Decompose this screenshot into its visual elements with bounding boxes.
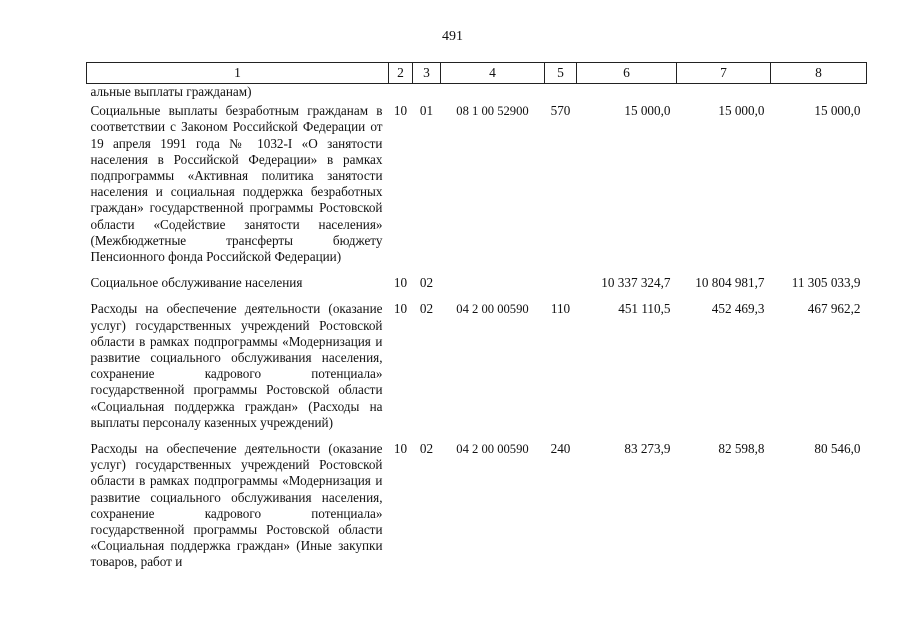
column-header: 7 bbox=[677, 63, 771, 84]
row-target-code bbox=[441, 275, 545, 301]
table-row bbox=[87, 441, 867, 581]
row-expense-type: 570 bbox=[550, 103, 571, 119]
row-description: альные выплаты гражданам) bbox=[90, 84, 252, 99]
row-section: 10 bbox=[393, 103, 408, 119]
row-target-code: 04 2 00 00590 bbox=[456, 442, 529, 457]
table-row bbox=[87, 275, 867, 301]
row-amount-year1: 15 000,0 bbox=[624, 103, 671, 119]
column-header: 5 bbox=[545, 63, 577, 84]
column-header: 3 bbox=[413, 63, 441, 84]
row-amount-year2: 15 000,0 bbox=[718, 103, 765, 119]
row-section: 10 bbox=[393, 275, 408, 291]
row-description: Социальное обслуживание населения bbox=[90, 275, 303, 291]
header-row bbox=[87, 63, 867, 84]
row-subsection bbox=[413, 84, 441, 104]
row-amount-year1 bbox=[577, 84, 677, 104]
row-amount-year2: 82 598,8 bbox=[718, 441, 765, 457]
row-amount-year3: 11 305 033,9 bbox=[791, 275, 861, 291]
row-amount-year2 bbox=[677, 84, 771, 104]
row-expense-type bbox=[545, 275, 577, 301]
row-amount-year3 bbox=[771, 84, 867, 104]
row-expense-type: 110 bbox=[550, 301, 571, 317]
table-row bbox=[87, 103, 867, 275]
column-header: 8 bbox=[771, 63, 867, 84]
row-amount-year3: 15 000,0 bbox=[814, 103, 861, 119]
row-expense-type: 240 bbox=[550, 441, 571, 457]
row-target-code: 04 2 00 00590 bbox=[456, 302, 529, 317]
page-number: 491 bbox=[442, 29, 463, 44]
row-target-code bbox=[441, 84, 545, 104]
row-description: Расходы на обеспечение деятельности (оказание услуг) государственных учреждений Ростовской области в рамках подпрограммы «Модернизация и развитие социального обслуживания населения, сохранение кадрового потенциала» государственной программы Ростовской области «Социальная поддержка граждан» (Расходы на выплаты персоналу казенных учреждений) bbox=[90, 301, 383, 430]
row-amount-year3: 80 546,0 bbox=[814, 441, 861, 457]
row-target-code: 08 1 00 52900 bbox=[456, 104, 529, 119]
row-amount-year1: 10 337 324,7 bbox=[601, 275, 671, 291]
row-amount-year1: 451 110,5 bbox=[618, 301, 671, 317]
row-amount-year1: 83 273,9 bbox=[624, 441, 671, 457]
row-subsection: 02 bbox=[419, 275, 434, 291]
row-section: 10 bbox=[393, 301, 408, 317]
table-row bbox=[87, 301, 867, 441]
row-description: Социальные выплаты безработным гражданам в соответствии с Законом Российской Федерации от 19 апреля 1991 года № 1032-I «О занятости населения в Российской Федерации» в рамках подпрограммы «Активная политика занятости населения и социальная поддержка безработных граждан» государственной программы Ростовской области «Содействие занятости населения» (Межбюджетные трансферты бюджету Пенсионного фонда Российской Федерации) bbox=[90, 103, 383, 265]
row-amount-year2: 452 469,3 bbox=[711, 301, 765, 317]
budget-table bbox=[86, 62, 867, 581]
column-header: 1 bbox=[87, 63, 389, 84]
row-amount-year2: 10 804 981,7 bbox=[695, 275, 765, 291]
column-header: 4 bbox=[441, 63, 545, 84]
row-section bbox=[389, 84, 413, 104]
row-subsection: 02 bbox=[419, 441, 434, 457]
row-description: Расходы на обеспечение деятельности (оказание услуг) государственных учреждений Ростовской области в рамках подпрограммы «Модернизация и развитие социального обслуживания населения, сохранение кадрового потенциала» государственной программы Ростовской области «Социальная поддержка граждан» (Иные закупки товаров, работ и bbox=[90, 441, 383, 570]
row-amount-year3: 467 962,2 bbox=[807, 301, 861, 317]
column-header: 6 bbox=[577, 63, 677, 84]
column-header: 2 bbox=[389, 63, 413, 84]
row-expense-type bbox=[545, 84, 577, 104]
row-subsection: 02 bbox=[419, 301, 434, 317]
table-row bbox=[87, 84, 867, 104]
row-subsection: 01 bbox=[419, 103, 434, 119]
row-section: 10 bbox=[393, 441, 408, 457]
